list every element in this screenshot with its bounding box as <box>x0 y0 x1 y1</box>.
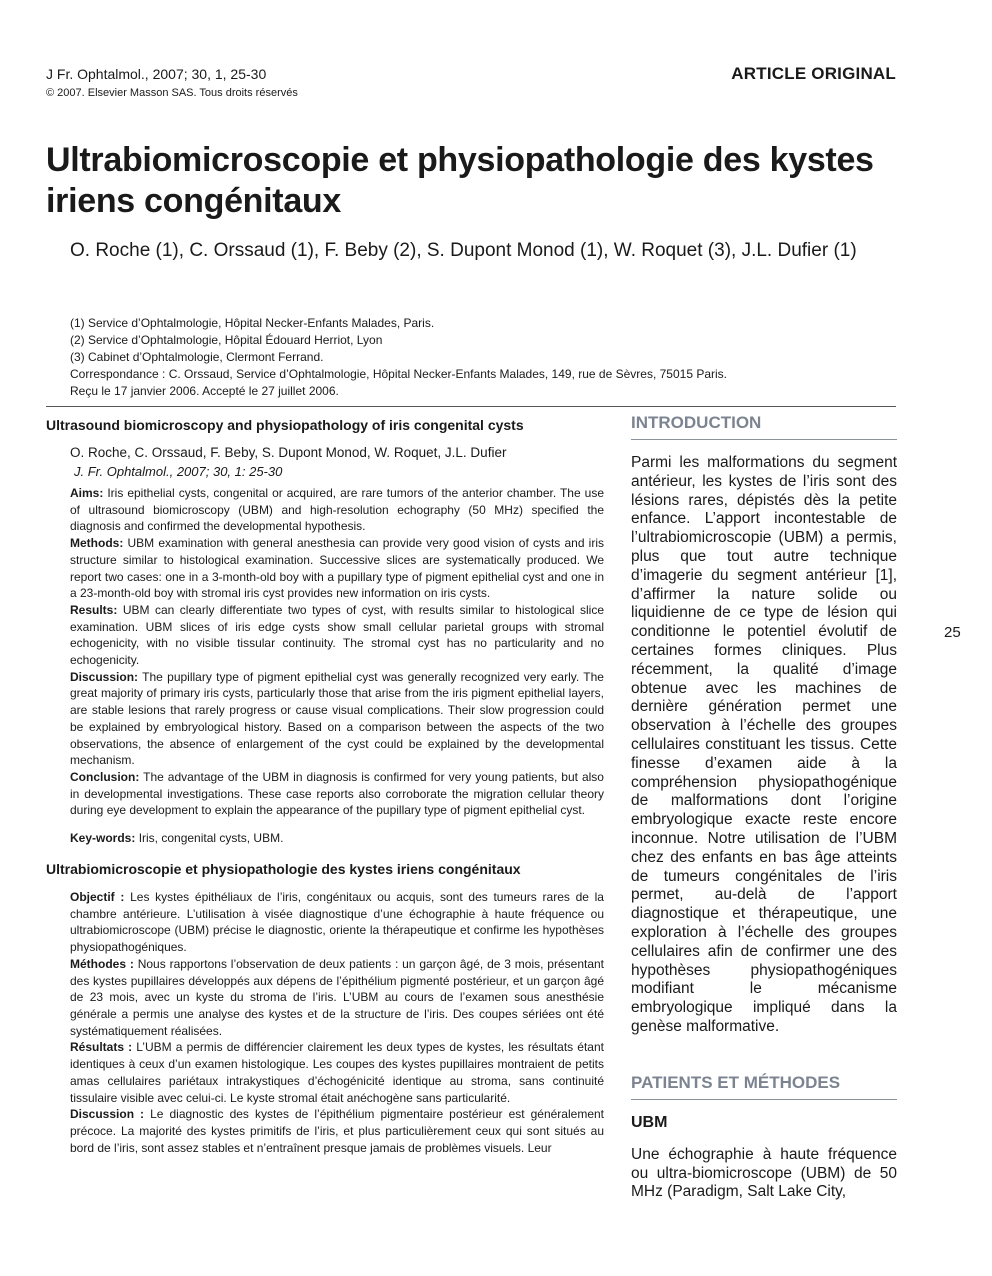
received-line: Reçu le 17 janvier 2006. Accepté le 27 juillet 2006. <box>70 384 339 398</box>
french-abstract-title: Ultrabiomicroscopie et physiopathologie des kystes iriens congénitaux <box>46 861 521 878</box>
introduction-text: Parmi les malformations du segment antérieur, les kystes de l’iris sont des lésions rares, dépistés dès la petite enfance. L’apport incontestable de l’ultrabiomicroscopie (UBM) a permis, plus que tout autre technique d’imagerie du segment antérieur [1], d’affirmer la nature solide ou liquidienne de ce type de lésion qui conditionne le potentiel évolutif de certaines formes cliniques. Plus récemment, la qualité d’image obtenue avec les machines de dernière génération permet une observation à l’échelle des groupes cellulaires constituant les tissus. Cette finesse d’examen aide à la compréhension physiopathogénique de malformations dont l’origine embryologique exacte reste encore inconnue. Notre utilisation de l’UBM chez des enfants en bas âge atteints de tumeurs congénitales de l’iris permet, au-delà de l’apport diagnostique et thérapeutique, une exploration à l’échelle des groupes cellulaires afin de confirmer une des hypothèses physiopathogéniques modifiant le mécanisme embryologique impliqué dans la genèse malformative. <box>631 454 897 1035</box>
affiliation-line: (2) Service d’Ophtalmologie, Hôpital Édouard Herriot, Lyon <box>70 333 383 347</box>
section-text: The advantage of the UBM in diagnosis is confirmed for very young patients, but also in developmental investigations. These case reports also corroborate the migration cellular theory during eye development to explain the appearance of the pupillary type of pigment epithelial cyst. <box>70 769 604 818</box>
section-text: UBM examination with general anesthesia can provide very good vision of cysts and iris structure similar to histological examination. Successive slices are systematically produced. We report two cases: one in a 3-month-old boy with a pupillary type of pigment epithelial cyst and one in a 23-month-old boy with stromal iris cyst provides new information on iris cysts. <box>70 536 604 601</box>
section-label: Methods: <box>70 536 124 551</box>
divider <box>46 406 896 407</box>
section-text: Iris epithelial cysts, congenital or acquired, are rare tumors of the anterior chamber. The use of ultrasound biomicroscopy (UBM) and high-resolution echography (50 MHz) specified the diagnosis and confirmed the developmental hypothesis. <box>70 486 604 534</box>
section-text: UBM can clearly differentiate two types of cyst, with results similar to histological slice examination. UBM slices of iris edge cysts show small cellular parietal groups with stromal echogenicity, with no visible tissular continuity. The stromal cyst has no particularity and no echogenicity. <box>70 602 604 668</box>
resume-methodes <box>70 956 604 1040</box>
section-text: L’UBM a permis de différencier clairement les deux types de kystes, les résultats étant identiques à ceux d’un examen histologique. Les coupes des kystes pupillaires montraient de petits amas cellulaires pariétaux intrakystiques d’échogénicité identique au stroma, sans continuité tissulaire visible avec celui-ci. Le kyste stromal était anéchogène sans particularité. <box>70 1040 604 1105</box>
resume-objectif <box>70 889 604 956</box>
patients-methods-heading: PATIENTS ET MÉTHODES <box>631 1073 897 1100</box>
affiliations <box>70 315 727 400</box>
abstract-methods <box>70 535 604 602</box>
keywords-label: Key-words: <box>70 831 136 846</box>
section-text: Nous rapportons l’observation de deux patients : un garçon âgé, de 3 mois, présentant des kystes pupillaires développés aux dépens de l’épithélium pigmenté postérieur, et un garçon âgé de 23 mois, avec un kyste du stroma de l’iris. L’UBM au cours de l’examen sous anesthésie générale a permis une analyse des kystes et de la structure de l’iris. Des coupes sériées ont été systématiquement réalisées. <box>70 956 605 1038</box>
section-text: Les kystes épithéliaux de l’iris, congénitaux ou acquis, sont des tumeurs rares de la chambre antérieure. L’utilisation à visée diagnostique d’une échographie à haute fréquence ou ultrabiomicroscope (UBM) précise le diagnostic, oriente la thérapeutique et confirme les hypothèses physiopathogéniques. <box>70 890 604 955</box>
section-label: Discussion : <box>70 1107 145 1122</box>
resume-discussion <box>70 1106 604 1156</box>
article-title: Ultrabiomicroscopie et physiopathologie des kystes iriens congénitaux <box>46 141 874 220</box>
keywords-text: Iris, congenital cysts, UBM. <box>138 831 284 846</box>
english-abstract-authors: O. Roche, C. Orssaud, F. Beby, S. Dupont Monod, W. Roquet, J.L. Dufier <box>70 445 507 460</box>
section-label: Résultats : <box>70 1040 133 1055</box>
abstract-discussion <box>70 669 604 769</box>
abstract-results <box>70 602 604 669</box>
body-column <box>631 413 897 1202</box>
abstract-aims <box>70 485 604 535</box>
author-list: O. Roche (1), C. Orssaud (1), F. Beby (2), S. Dupont Monod (1), W. Roquet (3), J.L. Dufier (1) <box>70 240 857 261</box>
resume-resultats <box>70 1039 604 1106</box>
section-label: Objectif : <box>70 890 125 905</box>
keywords <box>70 831 604 845</box>
ubm-subheading: UBM <box>631 1113 668 1131</box>
introduction-heading: INTRODUCTION <box>631 413 897 440</box>
section-text: Le diagnostic des kystes de l’épithélium pigmentaire postérieur est généralement précoce. La majorité des kystes primitifs de l’iris, et plus particulièrement ceux qui sont situés au bord de l’iris, sont assez stables et n’entraînent presque jamais de problèmes visuels. Leur <box>70 1107 604 1155</box>
english-abstract-title: Ultrasound biomicroscopy and physiopathology of iris congenital cysts <box>46 417 524 433</box>
section-label: Méthodes : <box>70 956 134 971</box>
abstract-conclusion <box>70 769 604 819</box>
correspondence-line: Correspondance : C. Orssaud, Service d’Ophtalmologie, Hôpital Necker-Enfants Malades, 149, rue de Sèvres, 75015 Paris. <box>70 367 727 381</box>
section-text: The pupillary type of pigment epithelial cyst was generally recognized very early. The great majority of primary iris cysts, particularly those that arise from the iris pigment epithelial layers, are stable lesions that rarely progress or cause visual complications. Their slow progression could be explained by embryological history. Based on a comparison between the aspects of the two observations, the absence of enlargement of the cyst could be explained by the developmental mechanism. <box>70 669 604 768</box>
article-type-label: ARTICLE ORIGINAL <box>731 64 896 83</box>
section-label: Aims: <box>70 486 104 500</box>
affiliation-line: (3) Cabinet d’Ophtalmologie, Clermont Ferrand. <box>70 350 324 364</box>
abstracts-column <box>46 413 604 1156</box>
patients-methods-text: Une échographie à haute fréquence ou ultra-biomicroscope (UBM) de 50 MHz (Paradigm, Salt Lake City, <box>631 1145 897 1201</box>
section-label: Conclusion: <box>70 769 140 784</box>
affiliation-line: (1) Service d’Ophtalmologie, Hôpital Necker-Enfants Malades, Paris. <box>70 316 435 330</box>
copyright: © 2007. Elsevier Masson SAS. Tous droits réservés <box>46 87 298 99</box>
english-abstract-citation: J. Fr. Ophtalmol., 2007; 30, 1: 25-30 <box>74 464 283 479</box>
page-number: 25 <box>944 624 961 641</box>
journal-citation: J Fr. Ophtalmol., 2007; 30, 1, 25-30 <box>46 66 267 82</box>
section-label: Discussion: <box>70 669 139 684</box>
section-label: Results: <box>70 602 118 617</box>
